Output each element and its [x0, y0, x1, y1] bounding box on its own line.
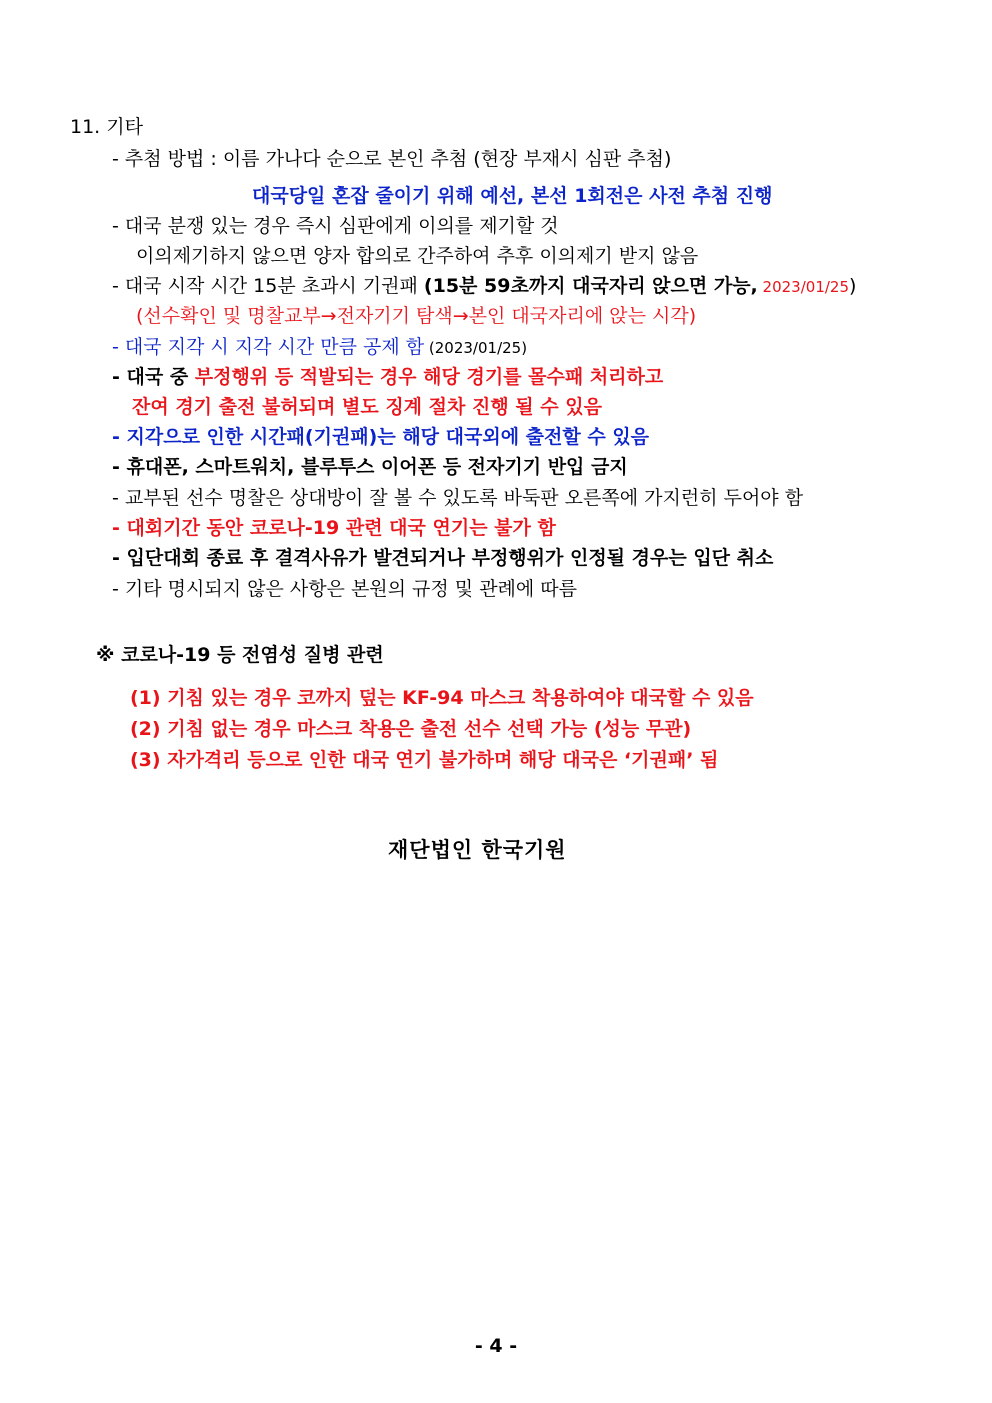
other-matters-item: - 기타 명시되지 않은 사항은 본원의 규정 및 관례에 따름	[112, 578, 578, 600]
late-arrival-close-paren: )	[849, 275, 857, 297]
dispute-item-continued: 이의제기하지 않으면 양자 합의로 간주하여 추후 이의제기 받지 않음	[136, 245, 699, 267]
late-arrival-text: - 대국 시작 시간 15분 초과시 기권패	[112, 275, 424, 297]
admission-cancel-item: - 입단대회 종료 후 결격사유가 발견되거나 부정행위가 인정될 경우는 입단 취소	[112, 547, 774, 569]
tardy-deduction-item	[112, 335, 527, 360]
draw-method-item: - 추첨 방법 : 이름 가나다 순으로 본인 추첨 (현장 부재시 심판 추첨)	[112, 148, 672, 170]
organization-name: 재단법인 한국기원	[388, 838, 567, 862]
nametag-item: - 교부된 선수 명찰은 상대방이 잘 볼 수 있도록 바둑판 오른쪽에 가지런히 두어야 함	[112, 487, 804, 509]
covid-postpone-item: - 대회기간 동안 코로나-19 관련 대국 연기는 불가 함	[112, 517, 556, 539]
foul-play-item-continued: 잔여 경기 출전 불허되며 별도 징계 절차 진행 될 수 있음	[132, 396, 602, 418]
late-arrival-condition: (15분 59초까지 대국자리 앉으면 가능,	[423, 275, 758, 297]
page-number: - 4 -	[474, 1335, 518, 1357]
late-arrival-date: 2023/01/25	[757, 278, 850, 296]
tardy-deduction-text: - 대국 지각 시 지각 시간 만큼 공제 함	[112, 336, 425, 358]
section-title: 11. 기타	[70, 116, 143, 138]
foul-play-text: 부정행위 등 적발되는 경우 해당 경기를 몰수패 처리하고	[194, 366, 664, 388]
device-ban-item: - 휴대폰, 스마트워치, 블루투스 이어폰 등 전자기기 반입 금지	[112, 456, 628, 478]
covid-rule-2: (2) 기침 없는 경우 마스크 착용은 출전 선수 선택 가능 (성능 무관)	[130, 718, 692, 740]
covid-rule-1: (1) 기침 있는 경우 코까지 덮는 KF-94 마스크 착용하여야 대국할 수 있음	[130, 687, 754, 709]
tardy-deduction-date: (2023/01/25)	[424, 339, 528, 357]
covid-rule-3: (3) 자가격리 등으로 인한 대국 연기 불가하며 해당 대국은 ‘기권패’ 됨	[130, 749, 719, 771]
time-forfeit-item: - 지각으로 인한 시간패(기권패)는 해당 대국외에 출전할 수 있음	[112, 426, 650, 448]
dispute-item: - 대국 분쟁 있는 경우 즉시 심판에게 이의를 제기할 것	[112, 215, 559, 237]
foul-play-lead: - 대국 중	[112, 366, 195, 388]
late-arrival-note: (선수확인 및 명찰교부→전자기기 탐색→본인 대국자리에 앉는 시각)	[136, 305, 697, 327]
foul-play-item	[112, 365, 663, 389]
draw-method-note: 대국당일 혼잡 줄이기 위해 예선, 본선 1회전은 사전 추첨 진행	[252, 185, 773, 207]
late-arrival-item	[112, 274, 856, 299]
covid-section-title: ※ 코로나-19 등 전염성 질병 관련	[96, 644, 384, 666]
